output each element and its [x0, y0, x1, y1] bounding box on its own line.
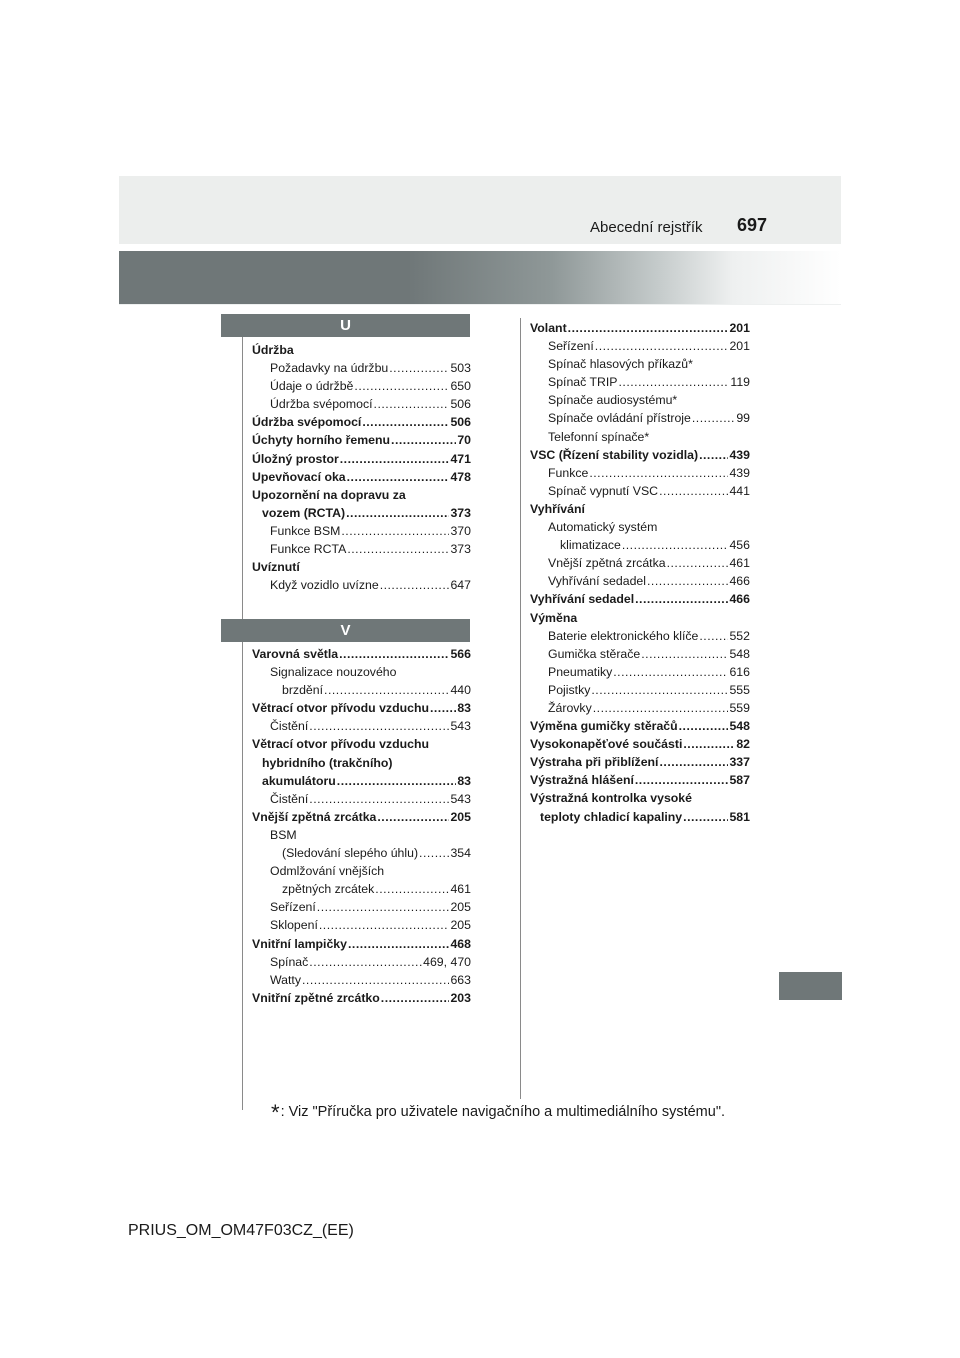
dot-leader: [319, 916, 450, 934]
index-entry: [252, 681, 471, 699]
dot-leader: [347, 540, 449, 558]
index-entry: [252, 735, 471, 753]
dot-leader: [589, 464, 728, 482]
index-entry-page: 543: [450, 719, 471, 734]
index-entry-label: (Sledování slepého úhlu): [282, 846, 419, 861]
page-number: 697: [737, 215, 768, 235]
index-entry-page: 370: [450, 523, 471, 538]
index-entry: [252, 395, 471, 413]
dot-leader: [337, 772, 457, 790]
index-entry: [530, 645, 750, 663]
index-entry: [252, 663, 471, 681]
index-entry: [530, 464, 750, 482]
dot-leader: [309, 953, 422, 971]
index-entry-page: 82: [736, 737, 750, 752]
index-entry-page: 439: [729, 465, 750, 480]
dot-leader: [683, 735, 735, 753]
index-entry-page: 83: [457, 773, 471, 788]
index-entry-page: 373: [450, 505, 471, 520]
dot-leader: [339, 645, 449, 663]
index-entry: [252, 486, 471, 504]
index-entry: [530, 409, 750, 427]
index-entry-label: Vnější zpětná zrcátka: [252, 809, 377, 824]
index-entry-label: Funkce: [548, 465, 589, 480]
index-entry-page: 205: [450, 900, 471, 915]
index-entry-label: Požadavky na údržbu: [270, 361, 389, 376]
index-entry: [530, 572, 750, 590]
index-entry: [530, 735, 750, 753]
dot-leader: [568, 319, 729, 337]
index-entry-label: klimatizace: [560, 538, 621, 553]
index-entry-label: Větrací otvor přívodu vzduchu: [252, 737, 429, 752]
index-entry-label: Úchyty horního řemenu: [252, 433, 391, 448]
index-entry: [252, 576, 471, 594]
index-entry-label: brzdění: [282, 683, 324, 698]
index-entry-label: Úložný prostor: [252, 451, 339, 466]
index-entry: [252, 717, 471, 735]
dot-leader: [391, 431, 456, 449]
dot-leader: [389, 359, 449, 377]
index-entry: [252, 413, 471, 431]
index-entry-page: 650: [450, 379, 471, 394]
index-entry: [530, 482, 750, 500]
footnote-star: *: [271, 1100, 280, 1125]
index-list-right: [530, 319, 750, 826]
index-entry-label: Vyhřívání: [530, 501, 585, 516]
index-entry-page: 354: [450, 846, 471, 861]
index-entry-label: Pneumatiky: [548, 664, 613, 679]
dot-leader: [419, 844, 449, 862]
dot-leader: [622, 536, 729, 554]
index-entry-page: 201: [729, 339, 750, 354]
dot-leader: [683, 808, 728, 826]
index-entry-label: BSM: [270, 827, 297, 842]
index-entry: [252, 826, 471, 844]
index-entry: [252, 953, 471, 971]
index-entry-label: Baterie elektronického klíče: [548, 628, 699, 643]
index-entry-label: Spínač TRIP: [548, 375, 618, 390]
index-entry-page: 205: [450, 809, 471, 824]
index-entry-label: Když vozidlo uvízne: [270, 578, 379, 593]
index-entry-label: Funkce RCTA: [270, 542, 347, 557]
index-entry-label: Signalizace nouzového: [270, 665, 397, 680]
index-entry-label: Údržba svépomocí: [252, 415, 362, 430]
index-entry-label: Vyhřívání sedadel: [548, 574, 646, 589]
dot-leader: [381, 989, 450, 1007]
dot-leader: [340, 450, 450, 468]
index-entry-label: VSC (Řízení stability vozidla): [530, 447, 699, 462]
index-entry: [252, 862, 471, 880]
index-entry: [252, 898, 471, 916]
index-entry-page: 201: [729, 321, 750, 335]
section-letter-v: V: [221, 619, 470, 642]
index-entry-label: Výstraha při přiblížení: [530, 755, 659, 770]
dot-leader: [375, 880, 449, 898]
index-entry: [530, 753, 750, 771]
index-entry-label: Čistění: [270, 791, 309, 806]
index-entry-page: 466: [729, 592, 750, 607]
index-entry-page: 83: [457, 701, 471, 716]
index-entry: [530, 590, 750, 608]
index-entry-label: hybridního (trakčního): [262, 755, 393, 770]
index-entry-page: 456: [729, 538, 750, 553]
index-entry-label: Výměna: [530, 610, 578, 625]
index-entry-page: 439: [729, 447, 750, 462]
index-entry-label: akumulátoru: [262, 773, 336, 788]
chapter-tab-marker: [779, 972, 842, 1000]
dot-leader: [659, 753, 728, 771]
index-entry-label: Údržba: [252, 343, 294, 357]
index-entry-page: 471: [450, 451, 471, 466]
column-divider: [520, 318, 521, 1099]
index-entry-label: Spínače ovládání přístroje: [548, 411, 691, 426]
index-entry: [252, 522, 471, 540]
dot-leader: [302, 971, 449, 989]
index-entry-label: Seřízení: [270, 900, 316, 915]
index-entry-label: Funkce BSM: [270, 523, 341, 538]
index-entry: [252, 359, 471, 377]
index-entry-label: Čistění: [270, 719, 309, 734]
index-entry: [530, 391, 750, 409]
index-entry: [530, 500, 750, 518]
index-entry-label: Sklopení: [270, 918, 318, 933]
dot-leader: [380, 576, 450, 594]
dot-leader: [430, 699, 456, 717]
index-entry-page: 663: [450, 972, 471, 987]
index-entry-page: 559: [729, 700, 750, 715]
index-entry-page: 119: [730, 375, 750, 390]
dot-leader: [679, 717, 729, 735]
index-entry-label: Výstražná hlášení: [530, 773, 634, 788]
index-entry-page: 205: [450, 918, 471, 933]
index-entry-label: Vnitřní lampičky: [252, 936, 347, 951]
dot-leader: [635, 771, 729, 789]
index-entry-page: 543: [450, 791, 471, 806]
index-entry: [252, 699, 471, 717]
dot-leader: [699, 446, 728, 464]
index-entry: [252, 844, 471, 862]
dot-leader: [667, 554, 729, 572]
index-entry: [252, 431, 471, 449]
index-entry-label: Údaje o údržbě: [270, 379, 354, 394]
index-entry-page: 70: [457, 433, 471, 448]
dot-leader: [613, 663, 728, 681]
index-entry-page: 461: [450, 882, 471, 897]
dot-leader: [374, 395, 450, 413]
index-entry-label: Telefonní spínače*: [548, 429, 650, 444]
index-entry-label: Spínač hlasových příkazů*: [548, 357, 693, 372]
index-entry-label: Automatický systém: [548, 520, 658, 535]
index-entry-label: Watty: [270, 972, 301, 987]
index-entry: [530, 681, 750, 699]
index-entry: [252, 971, 471, 989]
dot-leader: [659, 482, 728, 500]
index-entry: [530, 518, 750, 536]
index-entry-page: 616: [729, 664, 750, 679]
index-entry-label: Výstražná kontrolka vysoké: [530, 791, 692, 806]
dot-leader: [362, 413, 449, 431]
index-entry-page: 555: [729, 682, 750, 697]
document-code: PRIUS_OM_OM47F03CZ_(EE): [128, 1222, 354, 1239]
index-entry-page: 587: [729, 773, 750, 788]
dot-leader: [377, 808, 449, 826]
index-entry-label: Odmlžování vnějších: [270, 864, 385, 879]
dot-leader: [354, 377, 449, 395]
index-entry: [530, 536, 750, 554]
index-entry: [252, 989, 471, 1007]
index-entry-label: Pojistky: [548, 682, 591, 697]
index-entry-label: Větrací otvor přívodu vzduchu: [252, 701, 429, 716]
index-entry: [530, 789, 750, 807]
dot-leader: [641, 645, 728, 663]
header-gradient-band: [119, 251, 841, 304]
index-entry-page: 373: [450, 542, 471, 557]
index-entry: [252, 558, 471, 576]
index-entry: [530, 373, 750, 391]
index-entry: [530, 609, 750, 627]
index-entry: [530, 808, 750, 826]
dot-leader: [346, 504, 449, 522]
index-entry: [530, 337, 750, 355]
index-entry-page: 548: [729, 719, 750, 734]
dot-leader: [647, 572, 728, 590]
index-entry: [252, 880, 471, 898]
index-entry: [252, 377, 471, 395]
left-column-rule: [242, 333, 243, 1110]
index-entry-label: Spínače audiosystému*: [548, 393, 678, 408]
index-entry-label: Vnitřní zpětné zrcátko: [252, 990, 380, 1005]
index-entry-page: 440: [450, 683, 471, 698]
footnote-text: : Viz "Příručka pro uživatele navigačního a multimediálního systému".: [280, 1104, 725, 1120]
dot-leader: [341, 522, 449, 540]
index-entry-page: 566: [450, 647, 471, 661]
index-entry-page: 466: [729, 574, 750, 589]
index-entry-page: 461: [729, 556, 750, 571]
index-entry: [530, 627, 750, 645]
index-entry-page: 203: [450, 990, 471, 1005]
index-entry: [252, 468, 471, 486]
index-entry: [252, 772, 471, 790]
index-entry-page: 581: [729, 809, 750, 824]
index-entry: [252, 504, 471, 522]
header-bar: [119, 176, 841, 244]
index-entry: [252, 935, 471, 953]
header-section-title: Abecední rejstřík: [590, 219, 703, 236]
index-entry-label: Upozornění na dopravu za: [252, 487, 406, 502]
header-divider: [119, 304, 841, 305]
index-list-u: [252, 341, 471, 594]
index-entry: [530, 699, 750, 717]
index-entry-label: Seřízení: [548, 339, 594, 354]
index-entry-label: Vnější zpětná zrcátka: [548, 556, 666, 571]
footnote: [271, 1100, 725, 1126]
index-entry-page: 99: [736, 411, 750, 426]
dot-leader: [593, 699, 729, 717]
index-entry: [530, 663, 750, 681]
index-entry: [252, 645, 471, 663]
dot-leader: [347, 468, 450, 486]
index-entry: [530, 319, 750, 337]
index-entry-label: Upevňovací oka: [252, 469, 346, 484]
index-entry: [530, 771, 750, 789]
index-entry-label: zpětných zrcátek: [282, 882, 375, 897]
index-entry-page: 552: [729, 628, 750, 643]
index-entry: [252, 341, 471, 359]
dot-leader: [324, 681, 449, 699]
section-letter-u: U: [221, 314, 470, 337]
index-entry-label: Varovná světla: [252, 647, 339, 661]
index-entry-label: Žárovky: [548, 700, 592, 715]
dot-leader: [692, 409, 735, 427]
index-entry-label: Vyhřívání sedadel: [530, 592, 635, 607]
index-entry-page: 506: [450, 397, 471, 412]
index-entry-label: Volant: [530, 321, 567, 335]
index-entry: [530, 355, 750, 373]
dot-leader: [317, 898, 450, 916]
index-entry-page: 503: [450, 361, 471, 376]
index-entry-label: Uvíznutí: [252, 560, 300, 575]
index-list-v: [252, 645, 471, 1007]
index-entry-page: 548: [729, 646, 750, 661]
index-entry: [530, 717, 750, 735]
dot-leader: [348, 935, 449, 953]
index-entry-label: Spínač: [270, 954, 309, 969]
index-entry: [530, 554, 750, 572]
dot-leader: [619, 373, 730, 391]
index-entry: [252, 540, 471, 558]
index-entry-label: Údržba svépomocí: [270, 397, 373, 412]
index-entry-page: 468: [450, 936, 471, 951]
dot-leader: [699, 627, 728, 645]
index-entry: [252, 916, 471, 934]
index-entry-page: 441: [729, 483, 750, 498]
index-entry-page: 647: [450, 578, 471, 593]
index-entry-page: 478: [450, 469, 471, 484]
index-entry: [530, 446, 750, 464]
index-entry-label: teploty chladicí kapaliny: [540, 809, 683, 824]
index-entry-page: 469, 470: [423, 954, 471, 969]
index-entry-page: 506: [450, 415, 471, 430]
index-entry-label: Spínač vypnutí VSC: [548, 483, 659, 498]
dot-leader: [309, 790, 449, 808]
index-entry: [252, 790, 471, 808]
index-entry: [252, 808, 471, 826]
index-entry-label: Výměna gumičky stěračů: [530, 719, 678, 734]
index-entry-label: Vysokonapěťové součásti: [530, 737, 683, 752]
dot-leader: [595, 337, 729, 355]
index-entry-label: Gumička stěrače: [548, 646, 641, 661]
index-entry-page: 337: [729, 755, 750, 770]
dot-leader: [591, 681, 728, 699]
index-entry-label: vozem (RCTA): [262, 505, 346, 520]
index-entry: [252, 754, 471, 772]
index-entry: [530, 428, 750, 446]
dot-leader: [635, 590, 728, 608]
dot-leader: [309, 717, 449, 735]
index-entry: [252, 450, 471, 468]
